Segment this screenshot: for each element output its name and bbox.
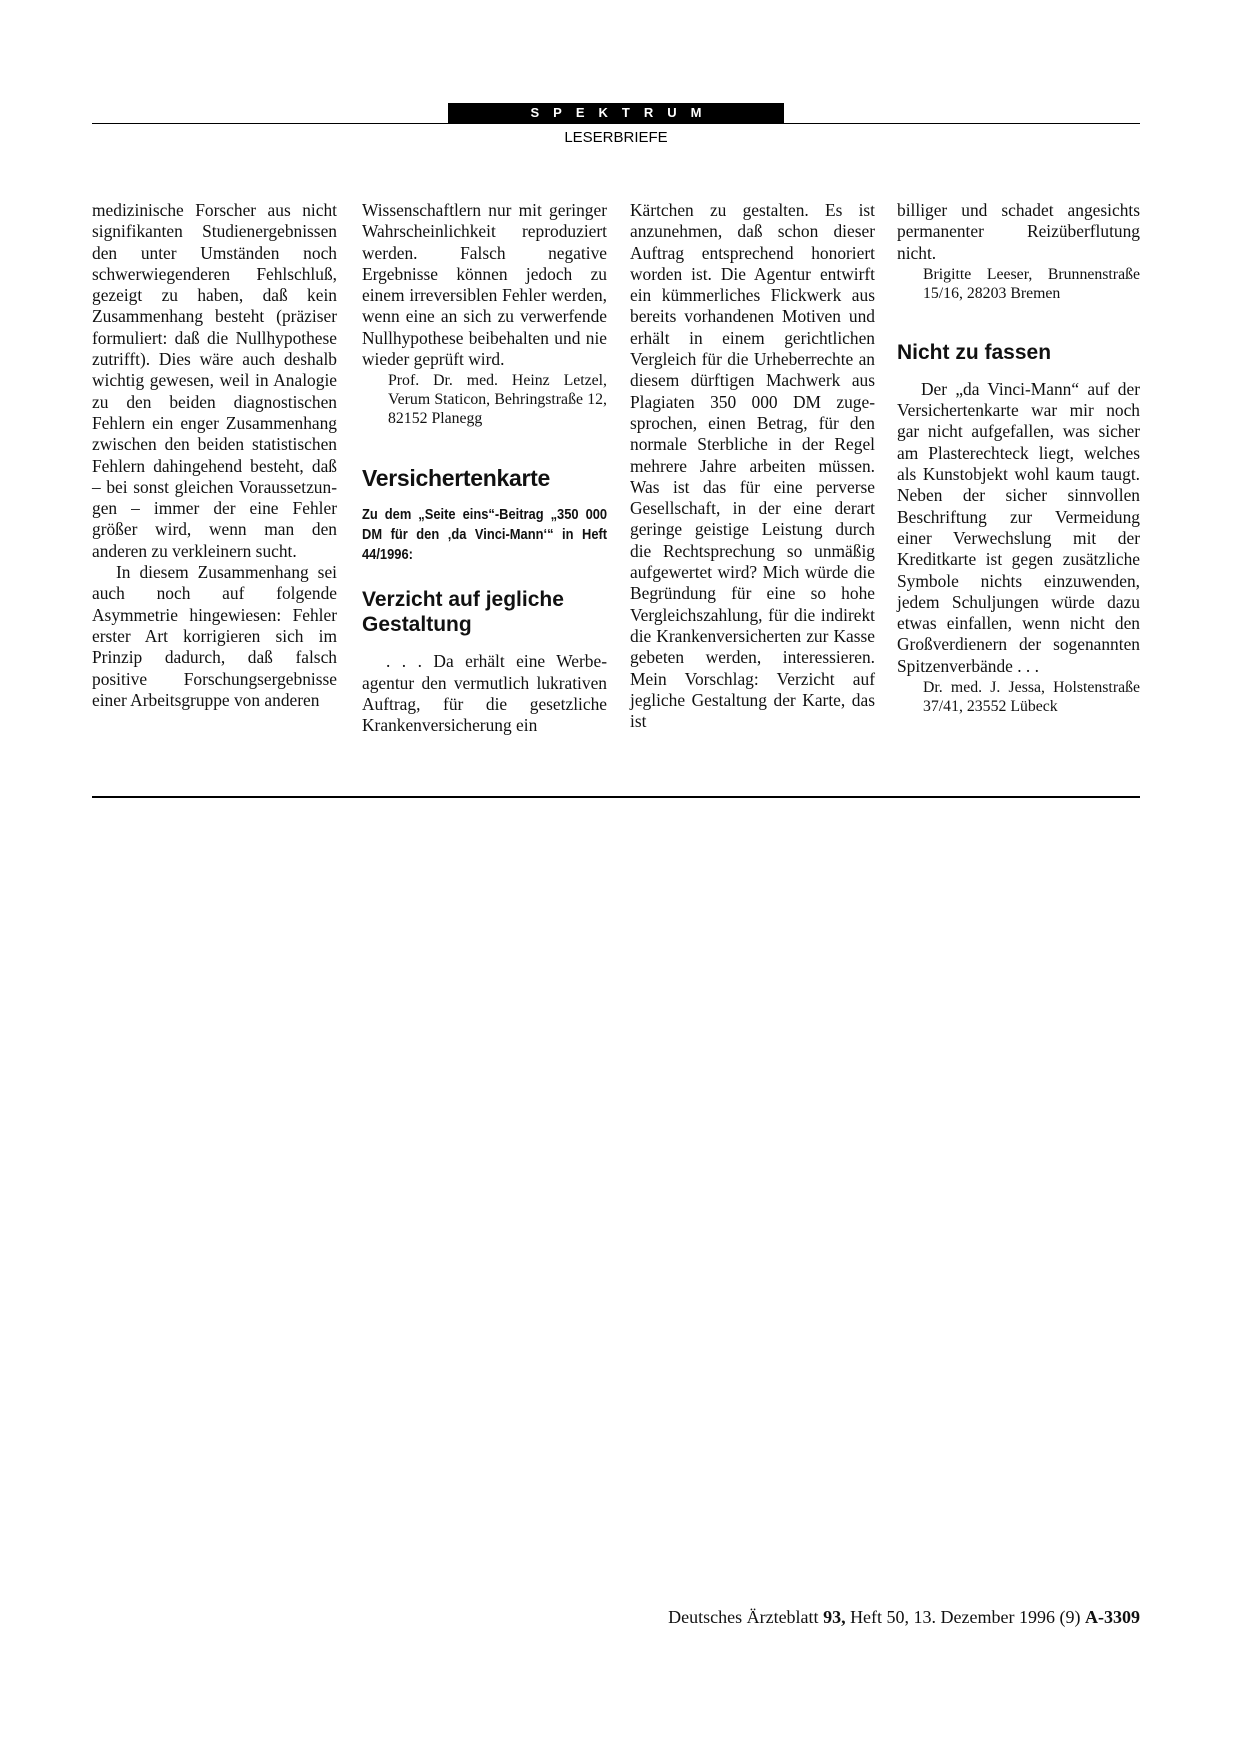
letter-signature: Brigitte Leeser, Brunnenstraße 15/16, 28203 Bremen <box>923 265 1140 302</box>
letter-paragraph: In diesem Zusammenhang sei auch noch auf folgende Asymmetrie hingewiesen: Fehler erster Art korrigieren sich im Prinzip dadurch, daß falsch positive Forschungsergebnisse einer Arbeitsgruppe von anderen <box>92 562 337 710</box>
letter-paragraph: Wissenschaftlern nur mit geringer Wahrscheinlichkeit reproduziert werden. Falsch negative Ergebnisse können jedoch zu einem irreversiblen Fehler werden, wenn eine an sich zu verwerfende Nullhypothese beibehalten und nie wieder geprüft wird. <box>362 200 607 370</box>
letter-paragraph: Der „da Vinci-Mann“ auf der Versichertenkarte war mir noch gar nicht aufgefallen, was sicher am Plasterechteck liegt, welches als Kunstobjekt wohl kaum taugt. Neben der sicher sinnvollen Beschriftung zur Vermeidung einer Verwechslung mit der Kreditkarte ist gegen zusätzliche Symbole nichts einzuwenden, jedem Schuljungen würde dazu etwas einfallen, wenn nicht den Großverdienern der sogenannten Spitzenverbände . . . <box>897 378 1140 676</box>
letter-paragraph: Kärtchen zu gestalten. Es ist anzunehmen, daß schon dieser Auftrag entsprechend honoriert worden ist. Die Agentur entwirft ein kümmerliches Flickwerk aus bereits vorhandenen Motiven und erhält in einem gerichtlichen Vergleich für die Urheberrechte an diesem dürftigen Machwerk aus Plagiaten 350 000 DM zugesprochen, einen Betrag, für den normale Sterbliche in der Regel mehrere Jahre arbeiten müssen. Was ist das für eine perverse Gesellschaft, in der eine derart geringe geistige Leistung durch die Rechtsprechung so unmäßig aufgewertet wird? Mich würde die Begründung für eine so hohe Vergleichszahlung, für die indirekt die Krankenversicherten zur Kasse gebeten werden, interessieren. Mein Vorschlag: Verzicht auf jegliche Gestaltung der Karte, das ist <box>630 200 875 732</box>
subsection-label: LESERBRIEFE <box>564 129 668 146</box>
section-heading: Versichertenkarte <box>362 465 550 492</box>
letter-signature: Prof. Dr. med. Heinz Letzel, Verum Staticon, Behringstraße 12, 82152 Planegg <box>388 372 607 428</box>
content-end-rule <box>92 796 1140 798</box>
letter-paragraph: medizinische Forscher aus nicht signifikanten Studienergebnissen den unter Umständen noch schwerwiegenderen Fehlschluß, gezeigt zu haben, daß kein Zusammenhang besteht (präziser formuliert: daß die Nullhypothese zutrifft). Dies wäre auch deshalb wichtig gewesen, weil in Analogie zu den beiden diagnostischen Fehlern ein enger Zusammenhang zwischen den beiden statistischen Fehlern dahingehend besteht, daß – bei sonst gleichen Voraussetzungen – immer der eine Fehler größer wird, wenn man den anderen zu verkleinern sucht. <box>92 200 337 561</box>
page-number: A-3309 <box>1085 1607 1140 1627</box>
letter-signature: Dr. med. J. Jessa, Holstenstraße 37/41, 23552 Lübeck <box>923 679 1140 716</box>
issue-info: Heft 50, 13. Dezember 1996 (9) <box>850 1607 1081 1627</box>
column-2 <box>362 200 607 737</box>
column-3 <box>630 200 875 732</box>
journal-name: Deutsches Ärzteblatt <box>668 1607 819 1627</box>
header-rule <box>92 123 1140 124</box>
letter-title: Nicht zu fassen <box>897 340 1052 364</box>
section-banner: SPEKTRUM <box>448 103 784 123</box>
article-reference: Zu dem „Seite eins“-Beitrag „350 000 DM für den ‚da Vinci-Mann‘“ in Heft 44/1996: <box>362 506 608 564</box>
letter-paragraph: billiger und schadet angesichts permanenter Reizüberflutung nicht. <box>897 200 1140 263</box>
journal-volume: 93, <box>823 1607 846 1627</box>
letter-title: Verzicht auf jegliche Gestaltung <box>362 588 564 637</box>
column-4 <box>897 200 1140 716</box>
letter-paragraph: . . . Da erhält eine Werbeagentur den vermutlich lukrativen Auftrag, für die gesetzliche Krankenversicherung ein <box>362 651 607 736</box>
column-1 <box>92 200 337 711</box>
page-footer <box>668 1607 1140 1628</box>
